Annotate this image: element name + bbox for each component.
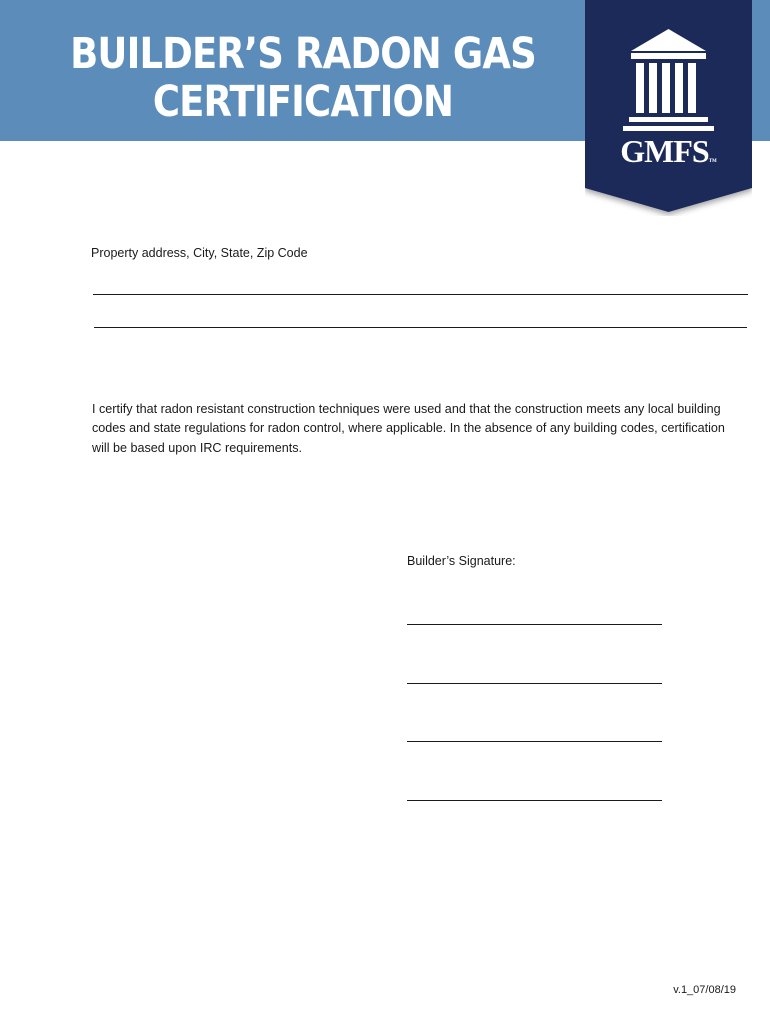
document-title <box>42 30 563 126</box>
logo-banner-shape <box>585 0 752 216</box>
version-stamp: v.1_07/08/19 <box>673 984 736 996</box>
title-line-1: BUILDER’S RADON GAS <box>70 29 536 79</box>
gmfs-logo-banner <box>585 0 752 216</box>
property-address-label: Property address, City, State, Zip Code <box>91 246 308 260</box>
signature-line-4[interactable] <box>407 800 662 801</box>
address-line-2[interactable] <box>94 327 747 328</box>
title-line-2: CERTIFICATION <box>152 77 454 127</box>
certification-statement: I certify that radon resistant construction techniques were used and that the construction meets any local building codes and state regulations for radon control, where applicable. In the absence of any building codes, certification will be based upon IRC requirements. <box>92 402 725 455</box>
trademark-mark: TM <box>708 159 717 164</box>
signature-line-3[interactable] <box>407 741 662 742</box>
address-line-1[interactable] <box>93 294 748 295</box>
signature-line-2[interactable] <box>407 683 662 684</box>
brand-text: GMFS <box>620 133 709 169</box>
builder-signature-label: Builder’s Signature: <box>407 554 516 568</box>
signature-line-1[interactable] <box>407 624 662 625</box>
brand-name <box>585 133 752 180</box>
